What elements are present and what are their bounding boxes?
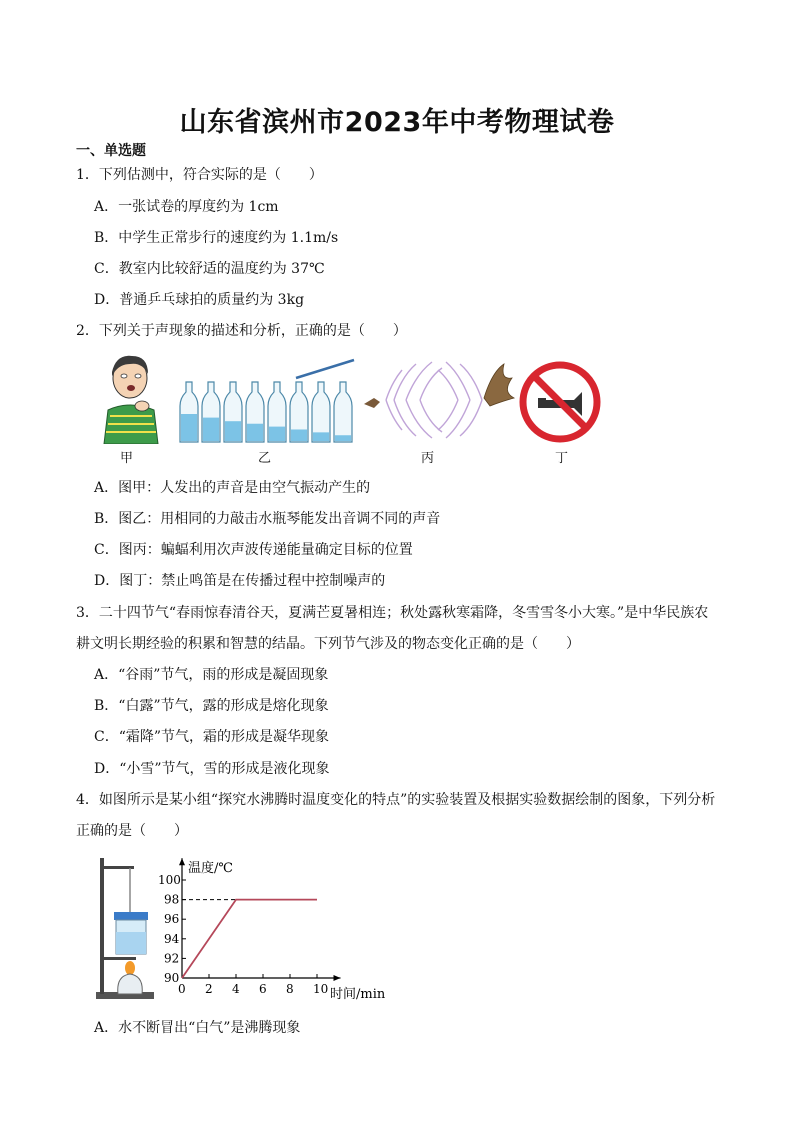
question-3-option-b: B．“白露”节气，露的形成是熔化现象 xyxy=(94,698,329,714)
chart-y-axis-label: 温度/℃ xyxy=(188,861,233,876)
chart-x-tick-label: 10 xyxy=(313,982,329,996)
chart-y-tick-label: 90 xyxy=(164,971,180,985)
mallet-stick xyxy=(296,360,354,378)
chart-series-line xyxy=(182,900,317,978)
no-horn-sign-icon xyxy=(516,360,604,444)
chart-y-tick-label: 100 xyxy=(158,873,181,887)
water-bottle xyxy=(268,382,286,442)
question-3-stem-line-2: 耕文明长期经验的积累和智慧的结晶。下列节气涉及的物态变化正确的是（ ） xyxy=(76,636,580,652)
chart-y-tick-label: 96 xyxy=(164,912,180,927)
question-1-option-d: D．普通乒乓球拍的质量约为 3kg xyxy=(94,292,305,308)
question-2-option-b: B．图乙：用相同的力敲击水瓶琴能发出音调不同的声音 xyxy=(94,511,441,527)
question-4-stem-line-2: 正确的是（ ） xyxy=(76,823,188,839)
bat-echolocation-illustration xyxy=(362,358,518,442)
question-4-stem-line-1: 4．如图所示是某小组“探究水沸腾时温度变化的特点”的实验装置及根据实验数据绘制的图象，下列分析 xyxy=(76,792,716,808)
chart-x-tick-label: 0 xyxy=(178,982,186,996)
chart-y-tick-label: 94 xyxy=(164,931,180,946)
question-1-option-a: A．一张试卷的厚度约为 1cm xyxy=(94,199,279,215)
chart-x-tick-label: 4 xyxy=(232,982,240,996)
question-3-option-c: C．“霜降”节气，霜的形成是凝华现象 xyxy=(94,729,330,745)
temperature-time-chart xyxy=(150,852,395,1004)
question-3-option-d: D．“小雪”节气，雪的形成是液化现象 xyxy=(94,761,330,777)
water-bottle xyxy=(202,382,220,442)
water-bottle xyxy=(290,382,308,442)
chart-x-tick-label: 8 xyxy=(286,982,294,996)
figure-label-bing: 丙 xyxy=(421,451,435,466)
person-speaking-illustration xyxy=(96,352,166,444)
water-bottle xyxy=(334,382,352,442)
chart-x-tick-label: 6 xyxy=(259,982,267,996)
question-2-option-d: D．图丁：禁止鸣笛是在传播过程中控制噪声的 xyxy=(94,573,386,589)
figure-label-ding: 丁 xyxy=(555,451,569,466)
figure-label-yi: 乙 xyxy=(258,451,272,466)
section-heading: 一、单选题 xyxy=(76,143,146,159)
question-2-option-a: A．图甲：人发出的声音是由空气振动产生的 xyxy=(94,480,371,496)
chart-x-axis-label: 时间/min xyxy=(330,987,386,1002)
chart-x-axis-arrow xyxy=(334,975,341,981)
question-2-stem: 2．下列关于声现象的描述和分析，正确的是（ ） xyxy=(76,323,407,339)
chart-x-tick-label: 2 xyxy=(205,982,213,996)
chart-y-axis-arrow xyxy=(179,858,185,865)
question-3-option-a: A．“谷雨”节气，雨的形成是凝固现象 xyxy=(94,667,329,683)
question-2-option-c: C．图丙：蝙蝠利用次声波传递能量确定目标的位置 xyxy=(94,542,413,558)
page-title: 山东省滨州市2023年中考物理试卷 xyxy=(179,107,615,138)
water-bottle-xylophone-illustration xyxy=(176,356,356,446)
water-bottle xyxy=(312,382,330,442)
question-3-stem-line-1: 3．二十四节气“春雨惊春清谷天，夏满芒夏暑相连；秋处露秋寒霜降，冬雪雪冬小大寒。”是中华民族农 xyxy=(76,605,709,621)
figure-label-jia: 甲 xyxy=(120,451,134,466)
question-1-stem: 1．下列估测中，符合实际的是（ ） xyxy=(76,167,323,183)
water-bottle xyxy=(246,382,264,442)
question-1-option-c: C．教室内比较舒适的温度约为 37℃ xyxy=(94,261,325,277)
chart-y-tick-label: 98 xyxy=(164,892,180,907)
question-4-option-a: A．水不断冒出“白气”是沸腾现象 xyxy=(94,1020,301,1036)
question-1-option-b: B．中学生正常步行的速度约为 1.1m/s xyxy=(94,230,339,246)
water-bottle xyxy=(180,382,198,442)
water-bottle xyxy=(224,382,242,442)
chart-y-tick-label: 92 xyxy=(164,951,180,966)
